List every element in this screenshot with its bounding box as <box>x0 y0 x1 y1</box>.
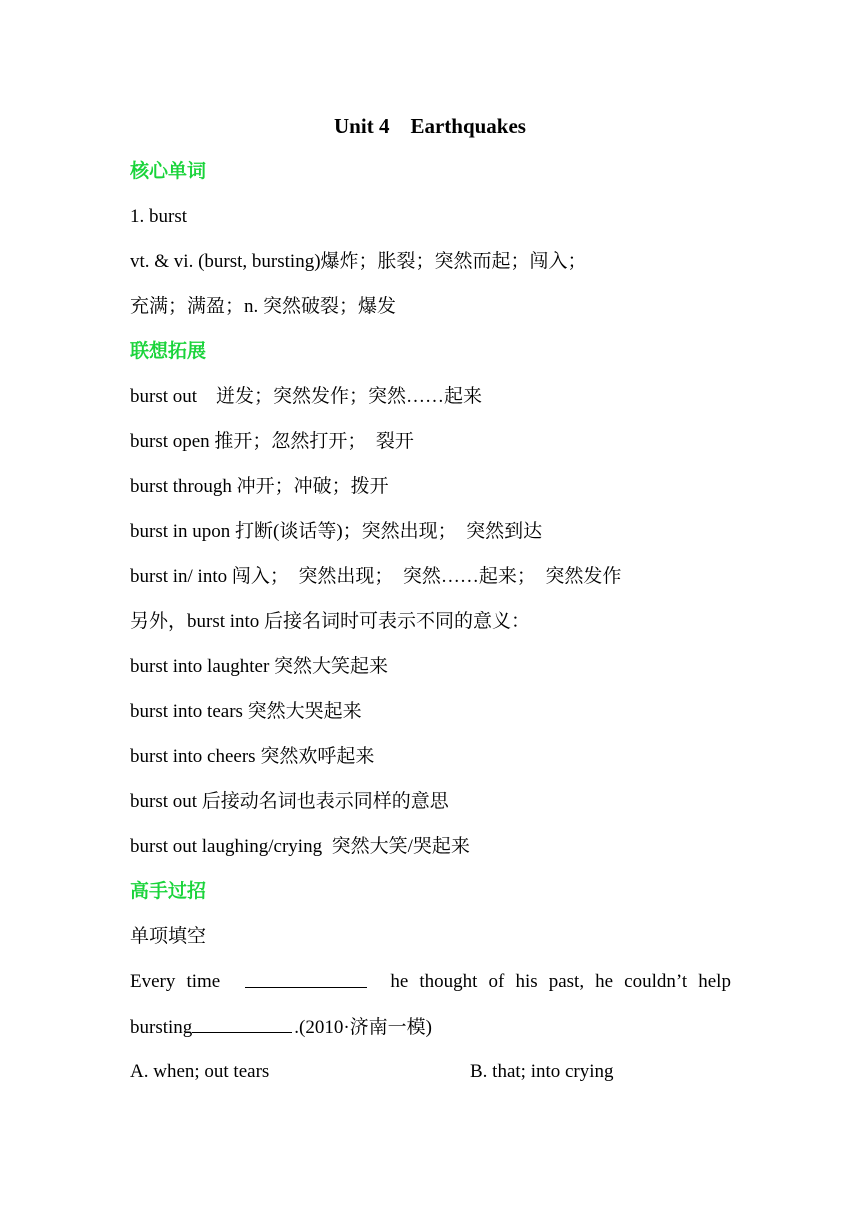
phrase-line: burst in/ into 闯入； 突然出现； 突然……起来； 突然发作 <box>130 566 622 587</box>
question-word: couldn’t <box>624 971 688 992</box>
option-a[interactable]: A. when; out tears <box>130 1061 270 1082</box>
question-word: thought <box>419 971 478 992</box>
section-heading-expansion: 联想拓展 <box>130 341 207 362</box>
phrase-line: burst into tears 突然大哭起来 <box>130 701 362 722</box>
entry-definition-line-1: vt. & vi. (burst, bursting)爆炸；胀裂；突然而起；闯入； <box>130 251 587 272</box>
section-heading-practice: 高手过招 <box>130 881 207 902</box>
question-word: he <box>595 971 614 992</box>
exercise-type: 单项填空 <box>130 926 207 947</box>
question-source: .(2010·济南一模) <box>294 1017 433 1038</box>
entry-definition-line-2: 充满；满盈；n. 突然破裂；爆发 <box>130 296 397 317</box>
phrase-line: burst out 迸发；突然发作；突然……起来 <box>130 386 483 407</box>
question-line-2 <box>130 1014 432 1041</box>
phrase-line: burst open 推开；忽然打开； 裂开 <box>130 431 414 452</box>
phrase-line: burst in upon 打断(谈话等)；突然出现； 突然到达 <box>130 521 543 542</box>
phrase-line: burst into laughter 突然大笑起来 <box>130 656 389 677</box>
answer-blank-2[interactable] <box>192 1014 292 1033</box>
section-heading-core-words: 核心单词 <box>130 161 207 182</box>
note-line: burst out 后接动名词也表示同样的意思 <box>130 791 449 812</box>
option-b[interactable]: B. that; into crying <box>470 1061 614 1082</box>
question-word: his <box>515 971 538 992</box>
question-word: past, <box>548 971 585 992</box>
phrase-line: burst out laughing/crying 突然大笑/哭起来 <box>130 836 470 857</box>
question-word: he <box>390 971 409 992</box>
question-word: Every <box>130 971 176 992</box>
question-word: of <box>488 971 505 992</box>
question-word: help <box>698 971 731 992</box>
phrase-line: burst through 冲开；冲破；拨开 <box>130 476 389 497</box>
answer-blank-1[interactable] <box>245 969 367 988</box>
phrase-line: burst into cheers 突然欢呼起来 <box>130 746 375 767</box>
note-line: 另外，burst into 后接名词时可表示不同的意义： <box>130 611 531 632</box>
question-word: time <box>186 971 221 992</box>
question-line-1 <box>130 969 731 995</box>
page-title: Unit 4 Earthquakes <box>334 114 526 138</box>
entry-word: 1. burst <box>130 206 187 227</box>
question-line-2-start: bursting <box>130 1017 193 1038</box>
